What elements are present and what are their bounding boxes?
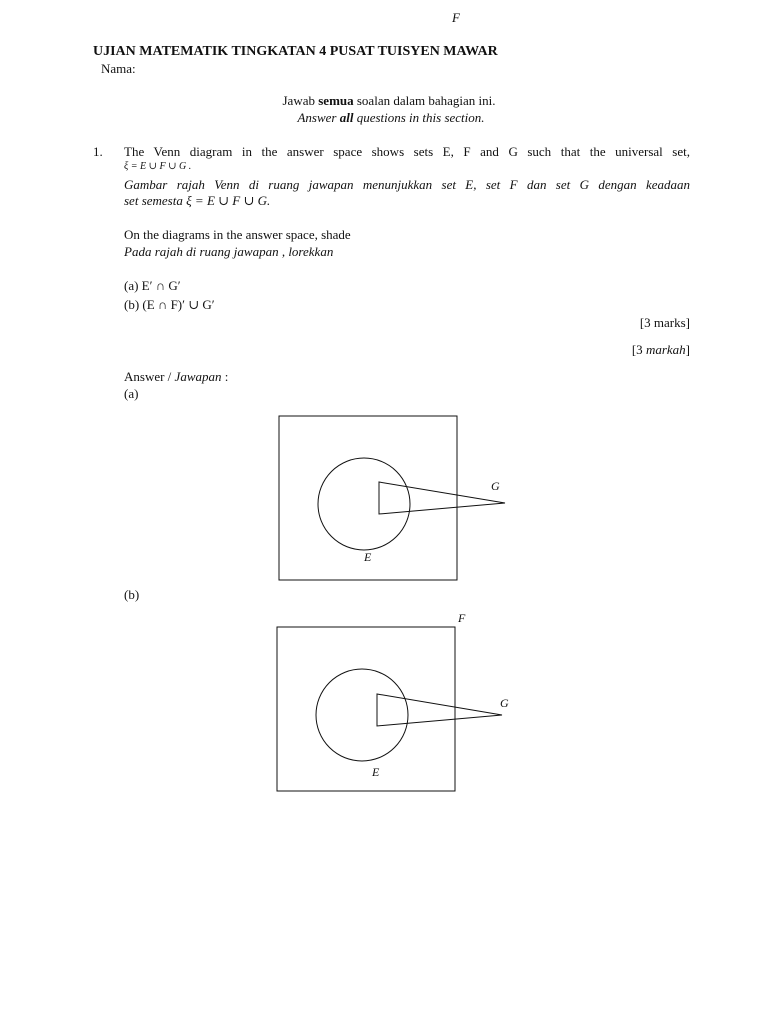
instruction-english-bold: all <box>339 110 354 125</box>
label-g-a: G <box>491 479 500 493</box>
stray-label-f: F <box>452 10 460 25</box>
set-e-circle-b <box>316 669 408 761</box>
answer-part-b-label: (b) <box>124 587 140 602</box>
instruction-english-pre: Answer <box>297 110 340 125</box>
marks-en: [3 marks] <box>639 315 690 330</box>
question-line-1: The Venn diagram in the answer space shows sets E, F and G such that the universal set, <box>124 144 690 159</box>
marks-my-post: ] <box>685 342 690 357</box>
instruction-malay-pre: Jawab <box>282 93 319 108</box>
question-number: 1. <box>93 144 103 159</box>
question-line-3: Gambar rajah Venn di ruang jawapan menunjukkan set E, set F dan set G dengan keadaan <box>124 177 690 192</box>
answer-label-post: : <box>221 369 229 384</box>
label-e-b: E <box>372 765 380 779</box>
instruction-english-post: questions in this section. <box>353 110 485 125</box>
label-g-b: G <box>500 696 509 710</box>
marks-my-italic: markah <box>645 342 686 357</box>
label-f-b: F <box>458 611 466 625</box>
answer-part-a-label: (a) <box>124 386 139 401</box>
label-e-a: E <box>364 550 372 564</box>
venn-diagram-a <box>279 416 505 580</box>
answer-label-italic: Jawapan <box>174 369 222 384</box>
set-e-circle-a <box>318 458 410 550</box>
set-g-triangle-b[interactable] <box>377 694 502 726</box>
venn-diagram-b <box>277 611 509 791</box>
shade-instruction-my: Pada rajah di ruang jawapan , lorekkan <box>124 244 334 259</box>
answer-label-pre: Answer / <box>124 369 175 384</box>
part-a-text: (a) E′ ∩ G′ <box>124 278 181 293</box>
name-label: Nama: <box>101 61 136 76</box>
page-title: UJIAN MATEMATIK TINGKATAN 4 PUSAT TUISYEN MAWAR <box>93 44 498 59</box>
universal-set-box-b <box>277 627 455 791</box>
instruction-malay-post: soalan dalam bahagian ini. <box>353 93 496 108</box>
question-line-2: ξ = E ∪ F ∪ G . <box>124 161 192 172</box>
marks-my-pre: [3 <box>631 342 646 357</box>
set-g-triangle-a[interactable] <box>379 482 505 514</box>
shade-instruction-en: On the diagrams in the answer space, shade <box>124 227 351 242</box>
question-line-4: set semesta ξ = E ∪ F ∪ G. <box>124 193 271 208</box>
instruction-malay-bold: semua <box>318 93 354 108</box>
part-b-text: (b) (E ∩ F)′ ∪ G′ <box>124 297 215 312</box>
